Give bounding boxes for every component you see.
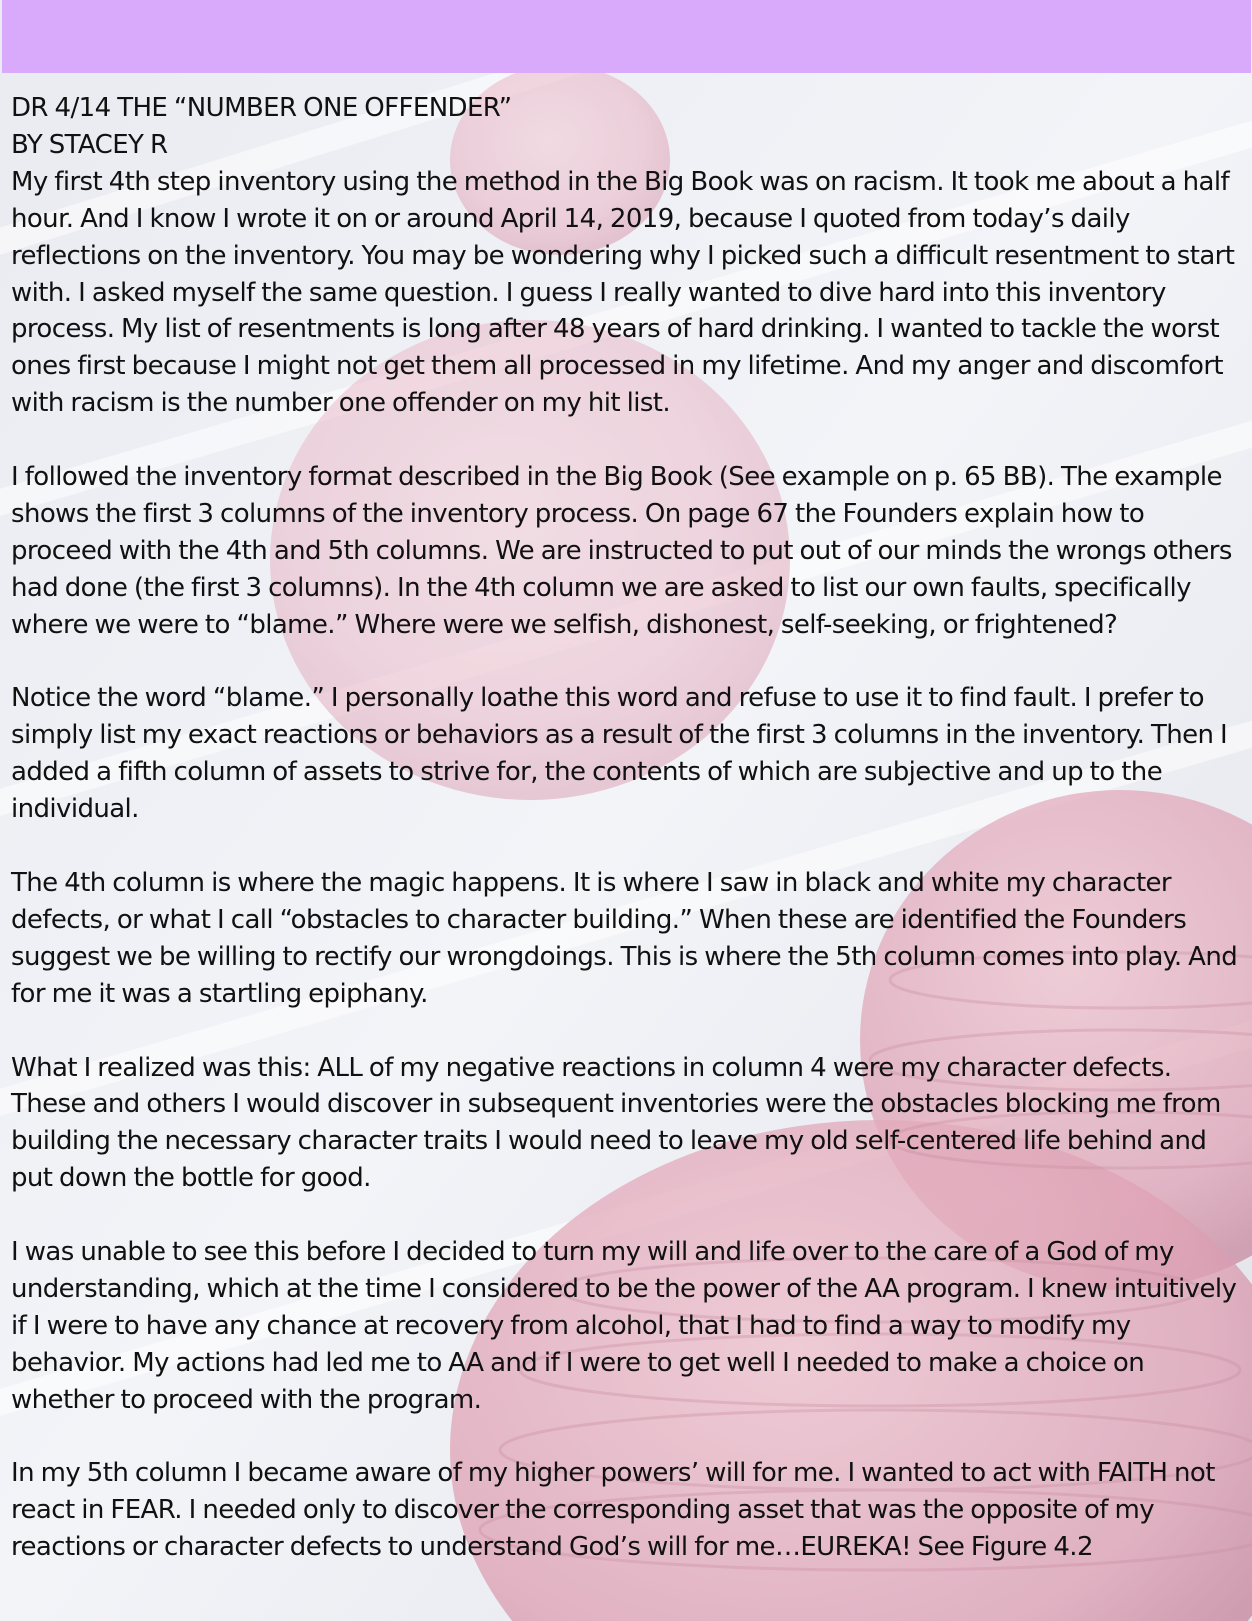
article-title: DR 4/14 THE “NUMBER ONE OFFENDER” <box>11 93 512 123</box>
article-byline: BY STACEY R <box>11 129 168 160</box>
top-color-band <box>2 0 1251 73</box>
paragraph-6: I was unable to see this before I decided to turn my will and life over to the care of a God of my understanding, which at the time I considered to be the power of the AA program. I knew intuitively if I were to have any chance at recovery from alcohol, that I had to find a way to modify my behavior. My actions had led me to AA and if I were to get well I needed to make a choice on whether to proceed with the program. <box>11 1237 1237 1415</box>
paragraph-7: In my 5th column I became aware of my higher powers’ will for me. I wanted to act with FAITH not react in FEAR. I needed only to discover the corresponding asset that was the opposite of my reactions or character defects to understand God’s will for me…EUREKA! See Figure 4.2 <box>11 1458 1215 1563</box>
paragraph-1: My first 4th step inventory using the method in the Big Book was on racism. It took me about a half hour. And I know I wrote it on or around April 14, 2019, because I quoted from today’s daily reflections on the inventory. You may be wondering why I picked such a difficult resentment to start with. I asked myself the same question. I guess I really wanted to dive hard into this inventory process. My list of resentments is long after 48 years of hard drinking. I wanted to tackle the worst ones first because I might not get them all processed in my lifetime. And my anger and discomfort with racism is the number one offender on my hit list. <box>11 166 1235 419</box>
paragraph-2: I followed the inventory format described in the Big Book (See example on p. 65 BB). The example shows the first 3 columns of the inventory process. On page 67 the Founders explain how to proceed with the 4th and 5th columns. We are instructed to put out of our minds the wrongs others had done (the first 3 columns). In the 4th column we are asked to list our own faults, specifically where we were to “blame.” Where were we selfish, dishonest, self-seeking, or frightened? <box>11 462 1232 640</box>
article <box>11 90 1247 1566</box>
paragraph-5: What I realized was this: ALL of my negative reactions in column 4 were my character defects. These and others I would discover in subsequent inventories were the obstacles blocking me from building the necessary character traits I would need to leave my old self-centered life behind and put down the bottle for good. <box>11 1052 1221 1194</box>
paragraph-3: Notice the word “blame.” I personally loathe this word and refuse to use it to find fault. I prefer to simply list my exact reactions or behaviors as a result of the first 3 columns in the inventory. Then I added a fifth column of assets to strive for, the contents of which are subjective and up to the individual. <box>11 683 1228 825</box>
paragraph-4: The 4th column is where the magic happens. It is where I saw in black and white my character defects, or what I call “obstacles to character building.” When these are identified the Founders suggest we be willing to rectify our wrongdoings. This is where the 5th column comes into play. And for me it was a startling epiphany. <box>11 867 1238 1009</box>
